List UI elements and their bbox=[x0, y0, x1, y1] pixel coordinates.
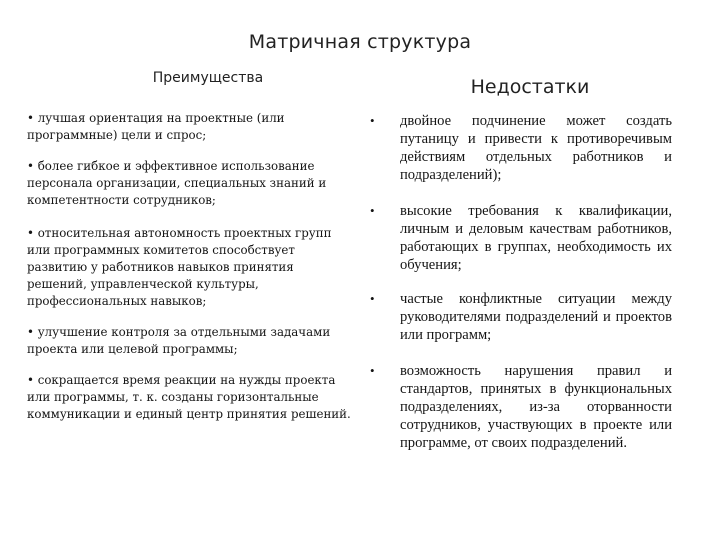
disadvantage-item bbox=[370, 362, 672, 452]
bullet-icon: • bbox=[370, 113, 375, 128]
disadvantage-text: высокие требования к квалификации, личным и деловым качествам работников, работающих в группах, необходимость их обучения; bbox=[400, 203, 672, 273]
disadvantage-text: возможность нарушения правил и стандартов, принятых в функциональных подразделениях, из-за оторванности сотрудников, участвующих в проекте или программе, от своих подразделений. bbox=[400, 363, 672, 451]
advantage-item: • более гибкое и эффективное использование персонала организации, специальных знаний и компетентности сотрудников; bbox=[27, 159, 327, 207]
bullet-icon: • bbox=[370, 203, 375, 218]
disadvantages-heading: Недостатки bbox=[470, 76, 590, 98]
disadvantage-item bbox=[370, 112, 672, 184]
advantages-list bbox=[27, 110, 357, 437]
disadvantages-list bbox=[370, 112, 672, 470]
bullet-icon: • bbox=[370, 291, 375, 306]
bullet-icon: • bbox=[370, 363, 375, 378]
slide-title: Матричная структура bbox=[248, 31, 472, 53]
advantage-item: • лучшая ориентация на проектные (или программные) цели и спрос; bbox=[27, 111, 285, 142]
advantage-item: • улучшение контроля за отдельными задачами проекта или целевой программы; bbox=[27, 325, 331, 356]
advantage-item: • относительная автономность проектных групп или программных комитетов способствует развитию у работников навыков принятия решений, управленческой культуры, профессиональных навыков; bbox=[27, 226, 332, 308]
disadvantage-text: частые конфликтные ситуации между руководителями подразделений и проектов или программ; bbox=[400, 291, 672, 343]
advantages-heading: Преимущества bbox=[152, 70, 264, 86]
disadvantage-item bbox=[370, 202, 672, 274]
disadvantage-item bbox=[370, 290, 672, 344]
disadvantage-text: двойное подчинение может создать путаницу и привести к противоречивым действиям отдельных работников и подразделений); bbox=[400, 113, 672, 183]
advantage-item: • сокращается время реакции на нужды проекта или программы, т. к. созданы горизонтальные коммуникации и единый центр принятия решений. bbox=[27, 373, 351, 421]
